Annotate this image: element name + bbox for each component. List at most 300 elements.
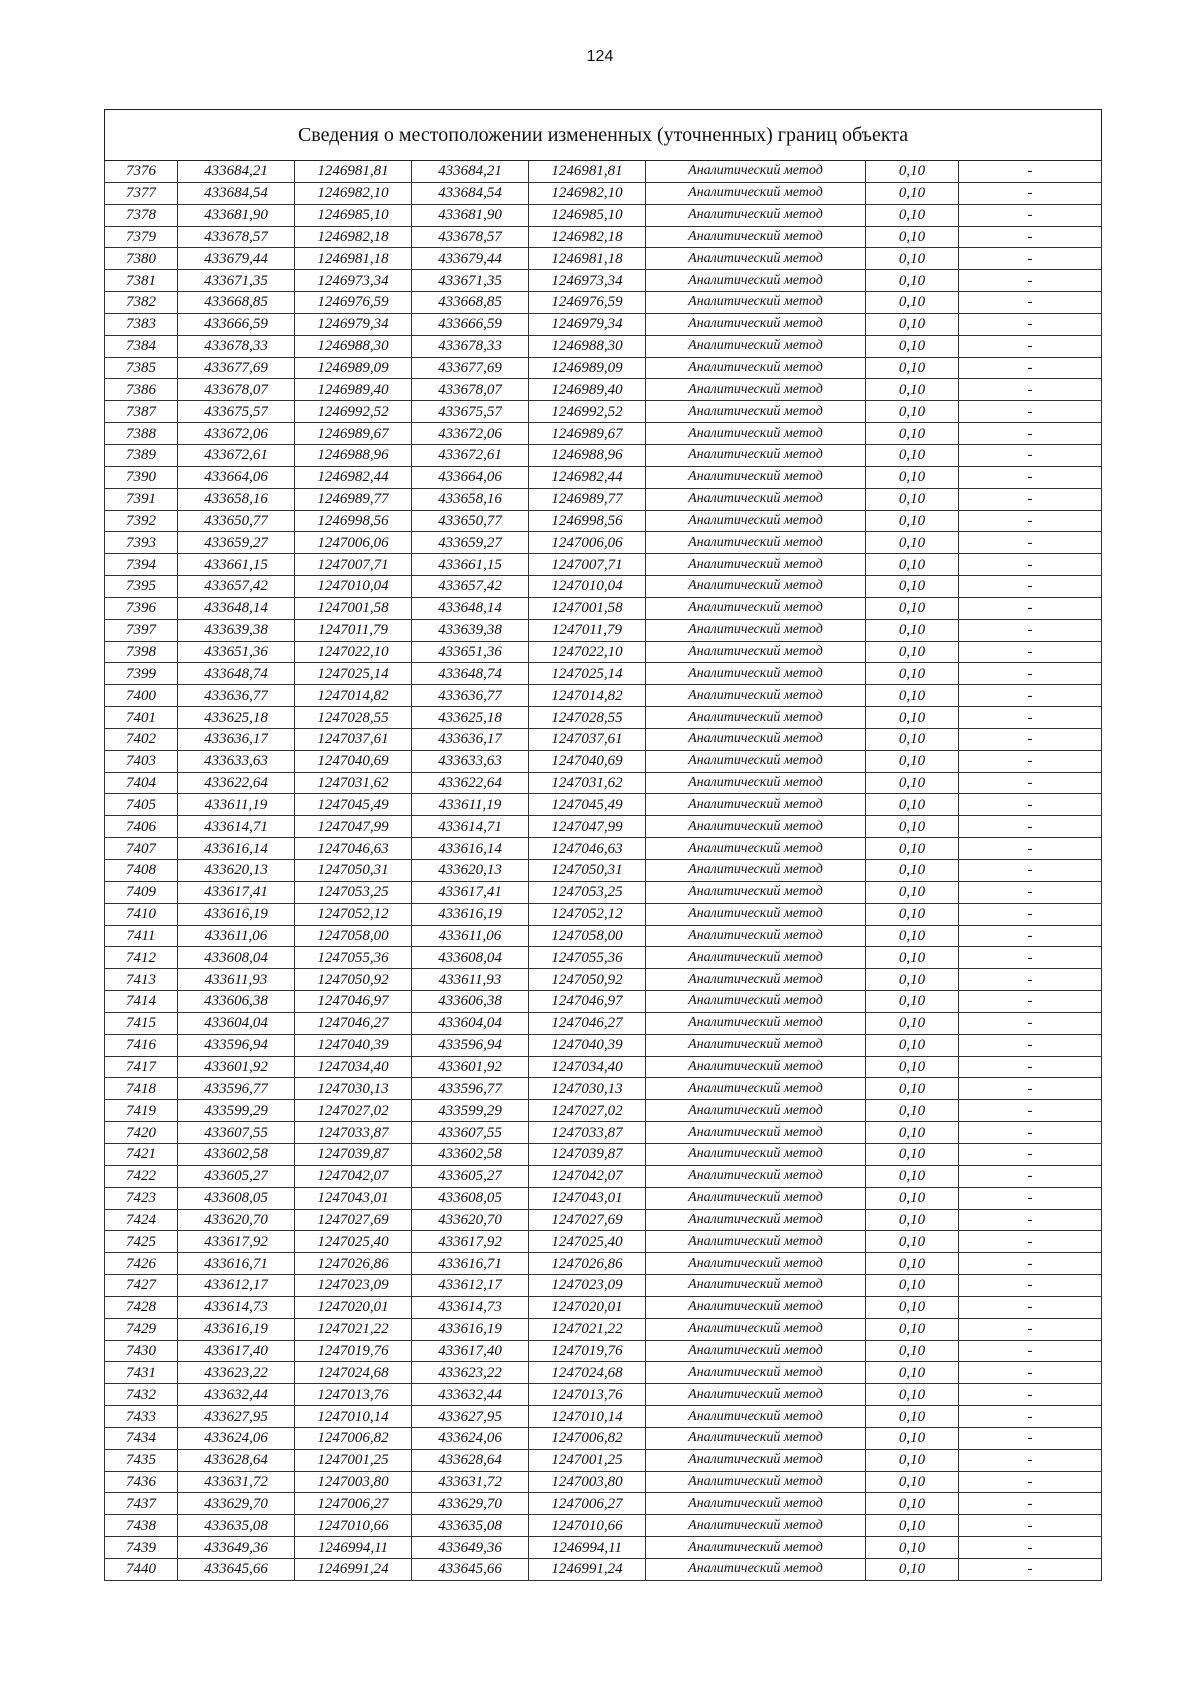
cell-x-old: 433679,44 — [178, 248, 295, 270]
cell-y-old: 1247027,69 — [295, 1209, 412, 1231]
cell-method: Аналитический метод — [646, 1340, 866, 1362]
cell-y-old: 1246991,24 — [295, 1559, 412, 1581]
cell-point-number: 7389 — [105, 444, 178, 466]
cell-x-old: 433633,63 — [178, 750, 295, 772]
cell-accuracy: 0,10 — [866, 1209, 959, 1231]
cell-x-old: 433649,36 — [178, 1537, 295, 1559]
page-number: 124 — [586, 48, 614, 65]
cell-method: Аналитический метод — [646, 1362, 866, 1384]
cell-y-old: 1247010,04 — [295, 576, 412, 598]
cell-method: Аналитический метод — [646, 182, 866, 204]
cell-x-new: 433607,55 — [412, 1122, 529, 1144]
cell-y-new: 1246994,11 — [529, 1537, 646, 1559]
cell-y-old: 1247058,00 — [295, 925, 412, 947]
cell-method: Аналитический метод — [646, 1100, 866, 1122]
cell-description: - — [959, 1187, 1102, 1209]
cell-accuracy: 0,10 — [866, 1427, 959, 1449]
table-row — [105, 554, 1102, 576]
cell-method: Аналитический метод — [646, 903, 866, 925]
cell-point-number: 7434 — [105, 1427, 178, 1449]
table-row — [105, 947, 1102, 969]
cell-method: Аналитический метод — [646, 401, 866, 423]
table-row — [105, 204, 1102, 226]
cell-method: Аналитический метод — [646, 1187, 866, 1209]
cell-accuracy: 0,10 — [866, 1100, 959, 1122]
cell-method: Аналитический метод — [646, 204, 866, 226]
cell-y-old: 1247019,76 — [295, 1340, 412, 1362]
cell-method: Аналитический метод — [646, 313, 866, 335]
cell-point-number: 7387 — [105, 401, 178, 423]
cell-x-old: 433616,19 — [178, 903, 295, 925]
cell-accuracy: 0,10 — [866, 401, 959, 423]
cell-description: - — [959, 816, 1102, 838]
cell-description: - — [959, 663, 1102, 685]
cell-description: - — [959, 1122, 1102, 1144]
cell-description: - — [959, 1427, 1102, 1449]
cell-description: - — [959, 1493, 1102, 1515]
table-row — [105, 423, 1102, 445]
cell-description: - — [959, 860, 1102, 882]
cell-method: Аналитический метод — [646, 270, 866, 292]
cell-x-new: 433650,77 — [412, 510, 529, 532]
cell-x-new: 433639,38 — [412, 619, 529, 641]
cell-method: Аналитический метод — [646, 248, 866, 270]
cell-point-number: 7431 — [105, 1362, 178, 1384]
cell-accuracy: 0,10 — [866, 357, 959, 379]
table-row — [105, 1471, 1102, 1493]
cell-y-new: 1246976,59 — [529, 292, 646, 314]
cell-accuracy: 0,10 — [866, 1449, 959, 1471]
cell-x-old: 433599,29 — [178, 1100, 295, 1122]
cell-point-number: 7436 — [105, 1471, 178, 1493]
cell-y-old: 1246994,11 — [295, 1537, 412, 1559]
cell-x-old: 433639,38 — [178, 619, 295, 641]
table-caption: Сведения о местоположении измененных (уточненных) границ объекта — [105, 110, 1102, 161]
cell-accuracy: 0,10 — [866, 204, 959, 226]
cell-method: Аналитический метод — [646, 838, 866, 860]
cell-description: - — [959, 1275, 1102, 1297]
cell-accuracy: 0,10 — [866, 881, 959, 903]
table-row — [105, 1427, 1102, 1449]
cell-x-new: 433614,73 — [412, 1296, 529, 1318]
cell-x-old: 433671,35 — [178, 270, 295, 292]
table-row — [105, 292, 1102, 314]
cell-accuracy: 0,10 — [866, 750, 959, 772]
cell-x-old: 433675,57 — [178, 401, 295, 423]
cell-x-new: 433606,38 — [412, 991, 529, 1013]
table-row — [105, 1122, 1102, 1144]
cell-method: Аналитический метод — [646, 728, 866, 750]
cell-accuracy: 0,10 — [866, 1537, 959, 1559]
cell-x-new: 433672,06 — [412, 423, 529, 445]
cell-x-old: 433648,14 — [178, 597, 295, 619]
cell-x-new: 433611,06 — [412, 925, 529, 947]
cell-description: - — [959, 991, 1102, 1013]
cell-x-old: 433612,17 — [178, 1275, 295, 1297]
cell-y-new: 1247027,69 — [529, 1209, 646, 1231]
cell-y-new: 1247043,01 — [529, 1187, 646, 1209]
cell-y-new: 1247020,01 — [529, 1296, 646, 1318]
table-row — [105, 772, 1102, 794]
table-row — [105, 991, 1102, 1013]
cell-x-new: 433616,71 — [412, 1253, 529, 1275]
cell-description: - — [959, 1340, 1102, 1362]
cell-x-old: 433657,42 — [178, 576, 295, 598]
cell-description: - — [959, 1537, 1102, 1559]
cell-y-new: 1247050,92 — [529, 969, 646, 991]
cell-point-number: 7378 — [105, 204, 178, 226]
cell-y-new: 1246989,67 — [529, 423, 646, 445]
cell-accuracy: 0,10 — [866, 554, 959, 576]
cell-y-new: 1247019,76 — [529, 1340, 646, 1362]
cell-accuracy: 0,10 — [866, 597, 959, 619]
cell-method: Аналитический метод — [646, 1427, 866, 1449]
cell-y-old: 1246992,52 — [295, 401, 412, 423]
cell-x-old: 433602,58 — [178, 1143, 295, 1165]
cell-description: - — [959, 401, 1102, 423]
cell-point-number: 7440 — [105, 1559, 178, 1581]
cell-x-old: 433636,17 — [178, 728, 295, 750]
cell-y-old: 1247034,40 — [295, 1056, 412, 1078]
cell-description: - — [959, 423, 1102, 445]
cell-method: Аналитический метод — [646, 1296, 866, 1318]
cell-accuracy: 0,10 — [866, 1122, 959, 1144]
cell-y-new: 1246988,96 — [529, 444, 646, 466]
cell-point-number: 7394 — [105, 554, 178, 576]
table-row — [105, 838, 1102, 860]
cell-point-number: 7426 — [105, 1253, 178, 1275]
cell-y-new: 1246991,24 — [529, 1559, 646, 1581]
cell-y-old: 1247013,76 — [295, 1384, 412, 1406]
table-row — [105, 685, 1102, 707]
cell-x-old: 433631,72 — [178, 1471, 295, 1493]
cell-description: - — [959, 1384, 1102, 1406]
cell-x-new: 433645,66 — [412, 1559, 529, 1581]
table-row — [105, 248, 1102, 270]
cell-method: Аналитический метод — [646, 663, 866, 685]
cell-accuracy: 0,10 — [866, 728, 959, 750]
cell-description: - — [959, 1209, 1102, 1231]
cell-y-new: 1246973,34 — [529, 270, 646, 292]
cell-y-old: 1247040,39 — [295, 1034, 412, 1056]
cell-accuracy: 0,10 — [866, 379, 959, 401]
cell-accuracy: 0,10 — [866, 969, 959, 991]
cell-x-old: 433627,95 — [178, 1406, 295, 1428]
cell-y-new: 1246989,40 — [529, 379, 646, 401]
cell-method: Аналитический метод — [646, 1275, 866, 1297]
cell-x-new: 433629,70 — [412, 1493, 529, 1515]
cell-x-new: 433661,15 — [412, 554, 529, 576]
cell-x-old: 433623,22 — [178, 1362, 295, 1384]
cell-y-new: 1246979,34 — [529, 313, 646, 335]
cell-x-new: 433622,64 — [412, 772, 529, 794]
table-row — [105, 270, 1102, 292]
table-row — [105, 881, 1102, 903]
cell-y-new: 1247013,76 — [529, 1384, 646, 1406]
table-row — [105, 1515, 1102, 1537]
cell-x-old: 433648,74 — [178, 663, 295, 685]
cell-description: - — [959, 838, 1102, 860]
cell-accuracy: 0,10 — [866, 991, 959, 1013]
cell-x-new: 433651,36 — [412, 641, 529, 663]
cell-x-new: 433658,16 — [412, 488, 529, 510]
cell-accuracy: 0,10 — [866, 292, 959, 314]
cell-x-new: 433627,95 — [412, 1406, 529, 1428]
cell-y-old: 1247022,10 — [295, 641, 412, 663]
cell-accuracy: 0,10 — [866, 1296, 959, 1318]
cell-x-new: 433672,61 — [412, 444, 529, 466]
cell-y-new: 1246998,56 — [529, 510, 646, 532]
cell-method: Аналитический метод — [646, 466, 866, 488]
cell-y-new: 1247033,87 — [529, 1122, 646, 1144]
cell-method: Аналитический метод — [646, 1318, 866, 1340]
cell-point-number: 7413 — [105, 969, 178, 991]
cell-y-new: 1247031,62 — [529, 772, 646, 794]
cell-y-old: 1246989,77 — [295, 488, 412, 510]
cell-method: Аналитический метод — [646, 1231, 866, 1253]
cell-x-old: 433645,66 — [178, 1559, 295, 1581]
cell-x-new: 433678,07 — [412, 379, 529, 401]
cell-point-number: 7427 — [105, 1275, 178, 1297]
cell-point-number: 7438 — [105, 1515, 178, 1537]
table-row — [105, 663, 1102, 685]
cell-y-new: 1246982,10 — [529, 182, 646, 204]
table-row — [105, 226, 1102, 248]
cell-x-old: 433668,85 — [178, 292, 295, 314]
cell-accuracy: 0,10 — [866, 1384, 959, 1406]
cell-description: - — [959, 750, 1102, 772]
cell-x-new: 433616,19 — [412, 903, 529, 925]
cell-y-old: 1247055,36 — [295, 947, 412, 969]
cell-x-old: 433611,19 — [178, 794, 295, 816]
cell-point-number: 7417 — [105, 1056, 178, 1078]
table-row — [105, 816, 1102, 838]
cell-y-new: 1246985,10 — [529, 204, 646, 226]
cell-y-new: 1247046,97 — [529, 991, 646, 1013]
cell-y-old: 1246989,40 — [295, 379, 412, 401]
cell-x-old: 433666,59 — [178, 313, 295, 335]
cell-method: Аналитический метод — [646, 1449, 866, 1471]
cell-y-new: 1247037,61 — [529, 728, 646, 750]
cell-x-old: 433625,18 — [178, 707, 295, 729]
cell-y-old: 1247026,86 — [295, 1253, 412, 1275]
cell-x-old: 433661,15 — [178, 554, 295, 576]
boundary-coordinates-table — [104, 109, 1102, 1581]
cell-accuracy: 0,10 — [866, 838, 959, 860]
cell-point-number: 7379 — [105, 226, 178, 248]
cell-y-old: 1247046,63 — [295, 838, 412, 860]
cell-x-old: 433636,77 — [178, 685, 295, 707]
cell-accuracy: 0,10 — [866, 1143, 959, 1165]
cell-x-new: 433684,21 — [412, 161, 529, 183]
cell-accuracy: 0,10 — [866, 707, 959, 729]
cell-point-number: 7380 — [105, 248, 178, 270]
cell-accuracy: 0,10 — [866, 1340, 959, 1362]
cell-method: Аналитический метод — [646, 292, 866, 314]
cell-y-new: 1247052,12 — [529, 903, 646, 925]
table-row — [105, 1384, 1102, 1406]
cell-y-old: 1247046,97 — [295, 991, 412, 1013]
cell-point-number: 7384 — [105, 335, 178, 357]
cell-accuracy: 0,10 — [866, 925, 959, 947]
cell-point-number: 7412 — [105, 947, 178, 969]
cell-method: Аналитический метод — [646, 357, 866, 379]
cell-method: Аналитический метод — [646, 444, 866, 466]
cell-description: - — [959, 1253, 1102, 1275]
cell-x-new: 433659,27 — [412, 532, 529, 554]
cell-accuracy: 0,10 — [866, 1318, 959, 1340]
cell-point-number: 7405 — [105, 794, 178, 816]
cell-y-old: 1247025,40 — [295, 1231, 412, 1253]
cell-method: Аналитический метод — [646, 576, 866, 598]
cell-x-old: 433681,90 — [178, 204, 295, 226]
cell-description: - — [959, 1034, 1102, 1056]
cell-description: - — [959, 444, 1102, 466]
cell-x-new: 433616,14 — [412, 838, 529, 860]
table-row — [105, 794, 1102, 816]
cell-y-new: 1247001,58 — [529, 597, 646, 619]
cell-point-number: 7386 — [105, 379, 178, 401]
cell-method: Аналитический метод — [646, 597, 866, 619]
cell-x-old: 433684,21 — [178, 161, 295, 183]
cell-accuracy: 0,10 — [866, 860, 959, 882]
cell-method: Аналитический метод — [646, 1034, 866, 1056]
cell-accuracy: 0,10 — [866, 619, 959, 641]
cell-x-new: 433602,58 — [412, 1143, 529, 1165]
cell-y-new: 1247006,27 — [529, 1493, 646, 1515]
cell-accuracy: 0,10 — [866, 313, 959, 335]
cell-description: - — [959, 466, 1102, 488]
table-row — [105, 925, 1102, 947]
cell-y-new: 1247023,09 — [529, 1275, 646, 1297]
cell-point-number: 7403 — [105, 750, 178, 772]
cell-y-old: 1247024,68 — [295, 1362, 412, 1384]
cell-x-new: 433675,57 — [412, 401, 529, 423]
cell-method: Аналитический метод — [646, 772, 866, 794]
cell-x-old: 433596,94 — [178, 1034, 295, 1056]
cell-y-new: 1247011,79 — [529, 619, 646, 641]
cell-y-old: 1247045,49 — [295, 794, 412, 816]
cell-point-number: 7406 — [105, 816, 178, 838]
table-row — [105, 1187, 1102, 1209]
cell-point-number: 7398 — [105, 641, 178, 663]
cell-y-new: 1247010,14 — [529, 1406, 646, 1428]
table-row — [105, 707, 1102, 729]
cell-point-number: 7430 — [105, 1340, 178, 1362]
cell-x-new: 433596,77 — [412, 1078, 529, 1100]
cell-accuracy: 0,10 — [866, 1187, 959, 1209]
table-row — [105, 597, 1102, 619]
cell-y-new: 1247053,25 — [529, 881, 646, 903]
cell-description: - — [959, 685, 1102, 707]
cell-description: - — [959, 1515, 1102, 1537]
cell-y-old: 1246982,44 — [295, 466, 412, 488]
cell-accuracy: 0,10 — [866, 1231, 959, 1253]
cell-y-old: 1247010,14 — [295, 1406, 412, 1428]
cell-description: - — [959, 903, 1102, 925]
table-row — [105, 576, 1102, 598]
cell-y-new: 1247047,99 — [529, 816, 646, 838]
cell-y-new: 1247030,13 — [529, 1078, 646, 1100]
cell-x-old: 433617,41 — [178, 881, 295, 903]
cell-y-new: 1247026,86 — [529, 1253, 646, 1275]
cell-y-old: 1246985,10 — [295, 204, 412, 226]
cell-method: Аналитический метод — [646, 685, 866, 707]
cell-y-old: 1247021,22 — [295, 1318, 412, 1340]
table-row — [105, 750, 1102, 772]
table-row — [105, 1340, 1102, 1362]
cell-method: Аналитический метод — [646, 1537, 866, 1559]
cell-y-new: 1247021,22 — [529, 1318, 646, 1340]
cell-y-new: 1247055,36 — [529, 947, 646, 969]
cell-y-new: 1247039,87 — [529, 1143, 646, 1165]
cell-accuracy: 0,10 — [866, 1034, 959, 1056]
cell-accuracy: 0,10 — [866, 663, 959, 685]
cell-y-old: 1247040,69 — [295, 750, 412, 772]
cell-y-new: 1246992,52 — [529, 401, 646, 423]
table-row — [105, 1275, 1102, 1297]
cell-x-old: 433611,93 — [178, 969, 295, 991]
cell-point-number: 7419 — [105, 1100, 178, 1122]
cell-x-new: 433599,29 — [412, 1100, 529, 1122]
cell-accuracy: 0,10 — [866, 1493, 959, 1515]
table-row — [105, 1362, 1102, 1384]
cell-x-old: 433632,44 — [178, 1384, 295, 1406]
cell-point-number: 7408 — [105, 860, 178, 882]
cell-x-new: 433628,64 — [412, 1449, 529, 1471]
table-row — [105, 1100, 1102, 1122]
cell-method: Аналитический метод — [646, 969, 866, 991]
cell-y-old: 1247001,58 — [295, 597, 412, 619]
table-row — [105, 619, 1102, 641]
cell-y-old: 1247006,82 — [295, 1427, 412, 1449]
table-row — [105, 1253, 1102, 1275]
table-row — [105, 161, 1102, 183]
cell-description: - — [959, 707, 1102, 729]
cell-description: - — [959, 947, 1102, 969]
cell-x-new: 433635,08 — [412, 1515, 529, 1537]
cell-accuracy: 0,10 — [866, 423, 959, 445]
cell-x-new: 433632,44 — [412, 1384, 529, 1406]
cell-y-new: 1247046,27 — [529, 1012, 646, 1034]
cell-y-new: 1247046,63 — [529, 838, 646, 860]
cell-method: Аналитический метод — [646, 947, 866, 969]
cell-description: - — [959, 576, 1102, 598]
cell-description: - — [959, 292, 1102, 314]
cell-x-old: 433629,70 — [178, 1493, 295, 1515]
cell-x-new: 433612,17 — [412, 1275, 529, 1297]
cell-x-new: 433649,36 — [412, 1537, 529, 1559]
cell-x-old: 433651,36 — [178, 641, 295, 663]
cell-method: Аналитический метод — [646, 1122, 866, 1144]
cell-x-new: 433624,06 — [412, 1427, 529, 1449]
cell-accuracy: 0,10 — [866, 1056, 959, 1078]
cell-description: - — [959, 619, 1102, 641]
cell-y-new: 1247027,02 — [529, 1100, 646, 1122]
cell-method: Аналитический метод — [646, 860, 866, 882]
cell-point-number: 7388 — [105, 423, 178, 445]
cell-x-new: 433636,77 — [412, 685, 529, 707]
cell-x-new: 433620,13 — [412, 860, 529, 882]
cell-x-old: 433617,40 — [178, 1340, 295, 1362]
cell-y-new: 1247034,40 — [529, 1056, 646, 1078]
cell-y-old: 1247001,25 — [295, 1449, 412, 1471]
cell-x-old: 433616,71 — [178, 1253, 295, 1275]
cell-point-number: 7416 — [105, 1034, 178, 1056]
cell-x-old: 433608,04 — [178, 947, 295, 969]
cell-description: - — [959, 1231, 1102, 1253]
table-row — [105, 1537, 1102, 1559]
